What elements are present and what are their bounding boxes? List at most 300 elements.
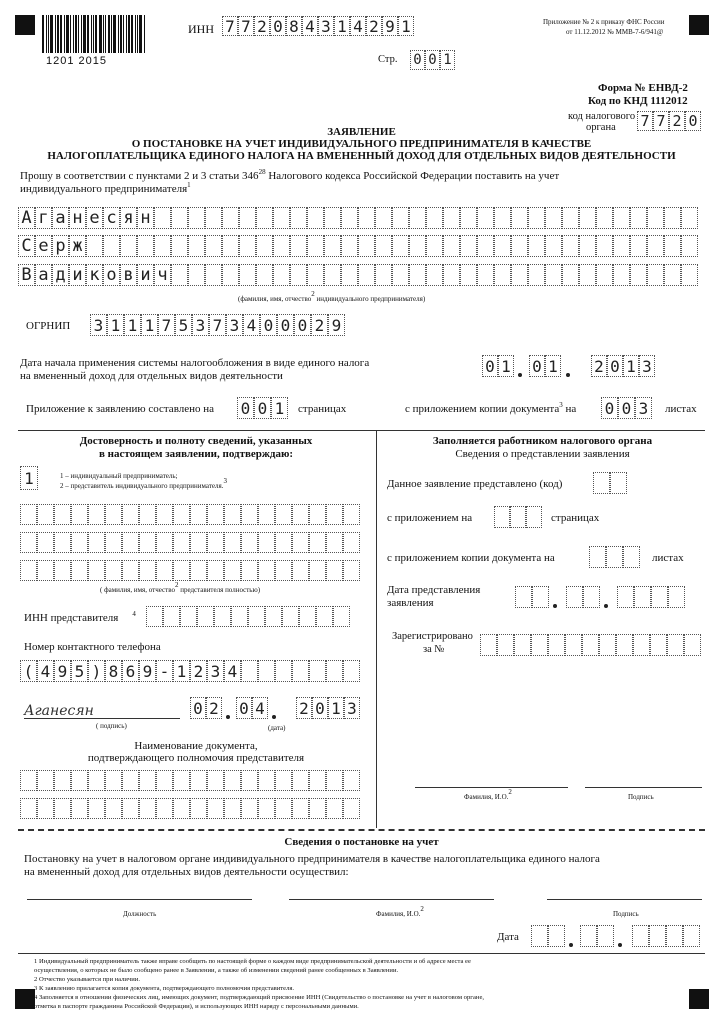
character-cell [20,770,37,791]
character-cell [316,606,333,627]
right-date-month-cells[interactable] [566,586,600,608]
representative-caption-a: ( фамилия, имя, отчество [100,586,175,594]
barcode-bar [99,15,102,53]
patronymic-cells[interactable] [18,264,698,286]
character-cell [103,235,120,257]
character-cell: 7 [158,314,175,336]
character-cell [596,235,613,257]
character-cell [88,560,105,581]
character-cell [241,798,258,819]
attachments-label-e: листах [665,403,697,415]
character-cell: р [52,235,69,257]
character-cell [173,770,190,791]
character-cell [664,235,681,257]
character-cell [599,634,616,656]
barcode-number: 1201 2015 [46,55,107,67]
character-cell: 2 [254,16,270,36]
character-cell [589,546,606,568]
character-cell [528,207,545,229]
character-cell [258,770,275,791]
footnote-line: 3 К заявлению прилагается копия документа, подтверждающего полномочия представителя. [34,985,295,992]
character-cell: В [18,264,35,286]
character-cell: 8 [105,660,122,682]
character-cell [258,560,275,581]
start-date-day-cells[interactable] [482,355,514,377]
right-pages-cells[interactable] [494,506,542,528]
character-cell: 3 [318,16,334,36]
character-cell [613,235,630,257]
person-caption-b: индивидуального предпринимателя) [314,295,426,303]
surname-cells[interactable] [18,207,698,229]
date-separator [618,943,622,947]
sign-date-month-cells[interactable] [236,697,268,719]
character-cell: 0 [618,397,635,419]
doc-heading-2: подтверждающего полномочия представителя [87,752,305,764]
character-cell [180,606,197,627]
character-cell [548,925,565,947]
character-cell: 3 [635,397,652,419]
character-cell [649,925,666,947]
character-cell [583,586,600,608]
barcode-bar [137,15,138,53]
attachments-label-c: с приложением копии документа [405,403,560,415]
character-cell: 1 [623,355,639,377]
character-cell [241,770,258,791]
character-cell: А [18,207,35,229]
character-cell [409,264,426,286]
attachments-copies-cells[interactable] [601,397,652,419]
name-cells[interactable] [18,235,698,257]
right-name-line [415,787,568,788]
barcode-bar [105,15,106,53]
barcode-bar [75,15,77,53]
character-cell [531,925,548,947]
character-cell: к [86,264,103,286]
character-cell: ч [154,264,171,286]
right-date-day-cells[interactable] [515,586,549,608]
attachments-pages-cells[interactable] [237,397,288,419]
inn-representative-sup: 4 [132,610,136,618]
start-date-label-1: Дата начала применения системы налогообложения в виде единого налога [20,357,370,369]
character-cell: 4 [350,16,366,36]
character-cell [205,207,222,229]
character-cell: ( [20,660,37,682]
character-cell [239,207,256,229]
character-cell: и [69,264,86,286]
character-cell: 2 [296,697,312,719]
character-cell [188,235,205,257]
character-cell [565,634,582,656]
character-cell [275,560,292,581]
sign-date-day-cells[interactable] [190,697,222,719]
barcode-bar [87,15,89,53]
page-label: Стр. [378,54,398,65]
character-cell [54,798,71,819]
character-cell [256,235,273,257]
inn-label: ИНН [188,22,214,36]
character-cell [241,660,258,682]
character-cell [231,606,248,627]
character-cell: 4 [302,16,318,36]
character-cell [122,532,139,553]
character-cell [623,546,640,568]
character-cell [375,207,392,229]
character-cell [105,532,122,553]
footnote-divider [18,953,705,954]
character-cell: 2 [190,660,207,682]
right-date-year-cells[interactable] [617,586,685,608]
attachments-copy-label [405,403,576,415]
barcode-bar [50,15,53,53]
character-cell [156,560,173,581]
representative-name-row-1[interactable] [20,504,360,525]
character-cell [579,264,596,286]
registration-date-day-cells[interactable] [531,925,565,947]
character-cell [88,798,105,819]
date-separator [566,373,570,377]
character-cell [326,770,343,791]
barcode-bar [118,15,119,53]
character-cell [54,560,71,581]
person-caption-sup: 2 [311,290,315,298]
character-cell [341,264,358,286]
character-cell: 7 [209,314,226,336]
character-cell [545,264,562,286]
character-cell [156,798,173,819]
signer-option-sup: 3 [223,477,227,485]
start-date-month-cells[interactable] [529,355,561,377]
character-cell [105,504,122,525]
inn-cells[interactable] [222,16,414,36]
character-cell: 4 [37,660,54,682]
knd-code: Код по КНД 1112012 [588,95,688,107]
character-cell: е [35,235,52,257]
character-cell [610,472,627,494]
phone-cells[interactable] [20,660,360,682]
barcode-bar [113,15,116,53]
character-cell [632,925,649,947]
character-cell [409,235,426,257]
request-text-a: Прошу в соответствии с пунктами 2 и 3 статьи 346 [20,170,259,182]
character-cell [630,235,647,257]
right-copies-cells[interactable] [589,546,640,568]
character-cell [156,770,173,791]
character-cell [265,606,282,627]
character-cell [683,925,700,947]
character-cell [358,235,375,257]
request-line-1 [20,170,559,182]
character-cell [207,560,224,581]
character-cell [443,264,460,286]
character-cell [515,586,532,608]
character-cell: ) [88,660,105,682]
barcode-bar [60,15,62,53]
character-cell [343,660,360,682]
representative-name-row-2[interactable] [20,532,360,553]
ogrnip-cells[interactable] [90,314,345,336]
character-cell [37,504,54,525]
character-cell [309,504,326,525]
right-date-label-2: заявления [387,597,434,609]
character-cell: г [35,207,52,229]
character-cell [634,586,651,608]
cut-line [18,829,705,831]
character-cell [650,634,667,656]
character-cell: 2 [669,111,685,131]
tax-authority-label-2: органа [586,122,616,133]
character-cell [531,634,548,656]
character-cell [630,264,647,286]
character-cell: 9 [328,314,345,336]
title-line-2: О ПОСТАНОВКЕ НА УЧЕТ ИНДИВИДУАЛЬНОГО ПРЕДПРИНИМАТЕЛЯ В КАЧЕСТВЕ [131,138,592,150]
character-cell [292,660,309,682]
character-cell [258,504,275,525]
date-separator [518,373,522,377]
character-cell [173,532,190,553]
character-cell [647,207,664,229]
character-cell [617,586,634,608]
character-cell [256,207,273,229]
character-cell: 1 [545,355,561,377]
character-cell [443,235,460,257]
character-cell [580,925,597,947]
character-cell [494,235,511,257]
document-name-row-2[interactable] [20,798,360,819]
date-separator [226,715,230,719]
character-cell [510,506,526,528]
character-cell: 0 [529,355,545,377]
character-cell [667,634,684,656]
position-caption: Должность [123,910,157,918]
registrar-name-caption-sup: 2 [420,905,424,913]
character-cell [156,504,173,525]
character-cell: 6 [122,660,139,682]
start-date-year-cells[interactable] [591,355,655,377]
right-heading-1: Заполняется работником налогового органа [432,435,653,447]
date-separator [569,943,573,947]
character-cell [275,660,292,682]
inn-representative-cells[interactable] [146,606,350,627]
character-cell [122,504,139,525]
inn-representative-label [24,612,136,624]
character-cell: 4 [252,697,268,719]
character-cell [282,606,299,627]
character-cell [273,264,290,286]
signature-caption: ( подпись) [96,722,127,730]
registration-date-month-cells[interactable] [580,925,614,947]
character-cell [275,532,292,553]
character-cell [139,560,156,581]
character-cell [190,798,207,819]
character-cell [409,207,426,229]
character-cell [343,504,360,525]
character-cell [122,560,139,581]
character-cell [477,235,494,257]
right-name-caption-sup: 2 [508,788,512,796]
character-cell: д [52,264,69,286]
character-cell [681,264,698,286]
character-cell [86,235,103,257]
signature: Аганесян [24,703,94,719]
character-cell [545,207,562,229]
character-cell [156,532,173,553]
character-cell [292,504,309,525]
character-cell [307,235,324,257]
registrar-name-caption [376,905,424,918]
character-cell [341,235,358,257]
character-cell [292,532,309,553]
appendix-line-1: Приложение № 2 к приказу ФНС России [543,18,665,26]
barcode-bar [73,15,74,53]
corner-marker-top-left [15,15,35,35]
barcode-bar [42,15,44,53]
person-caption-a: (фамилия, имя, отчество [238,295,312,303]
character-cell [241,532,258,553]
character-cell [326,532,343,553]
barcode-bar [95,15,97,53]
sign-date-caption: (дата) [268,724,286,732]
character-cell [494,264,511,286]
character-cell [205,235,222,257]
with-attachment-label: с приложением на [387,512,473,524]
character-cell [343,770,360,791]
character-cell [171,264,188,286]
character-cell: н [137,207,154,229]
copy-label: с приложением копии документа на [387,552,555,564]
section-divider [18,430,705,431]
character-cell [494,506,510,528]
character-cell: 4 [224,660,241,682]
character-cell [173,504,190,525]
character-cell [358,264,375,286]
character-cell [307,207,324,229]
barcode-bar [135,15,136,53]
character-cell [548,634,565,656]
left-heading-2: в настоящем заявлении, подтверждаю: [98,448,294,460]
footnote-line: осуществления, о которых не было сообщено ранее в Заявлении, а также об изменении сведений ранее сообщенных в Заявлении. [34,967,399,974]
character-cell [190,770,207,791]
character-cell [292,798,309,819]
title-line-3: НАЛОГОПЛАТЕЛЬЩИКА ЕДИНОГО НАЛОГА НА ВМЕНЕННЫЙ ДОХОД ДЛЯ ОТДЕЛЬНЫХ ВИДОВ ДЕЯТЕЛЬНОСТИ [47,150,676,162]
barcode-bar [46,15,47,53]
signer-code-cell[interactable] [20,466,38,490]
character-cell [309,770,326,791]
registrar-sign-caption: Подпись [613,910,639,918]
character-cell [37,532,54,553]
registration-date-year-cells[interactable] [632,925,700,947]
character-cell: о [103,264,120,286]
registration-text-1: Постановку на учет в налоговом органе индивидуального предпринимателя в качестве налогоплательщика единого налога [24,853,600,865]
character-cell [630,207,647,229]
date-separator [553,604,557,608]
character-cell [511,207,528,229]
character-cell [562,207,579,229]
character-cell [207,770,224,791]
footnote-line: 1 Индивидуальный предприниматель также вправе сообщить по настоящей форме о каждом виде предпринимательской деятельности и об адресе места ее [34,958,471,965]
representative-name-row-3[interactable] [20,560,360,581]
character-cell [258,532,275,553]
character-cell [224,798,241,819]
character-cell [681,235,698,257]
character-cell [197,606,214,627]
character-cell: 2 [311,314,328,336]
character-cell [275,504,292,525]
character-cell [222,264,239,286]
signer-option-1: 1 – индивидуальный предприниматель; [60,472,178,480]
character-cell [256,264,273,286]
barcode [42,15,146,53]
barcode-bar [55,15,56,53]
character-cell [341,207,358,229]
appendix-line-2: от 11.12.2012 № ММВ-7-6/941@ [566,28,664,36]
character-cell [460,235,477,257]
character-cell [71,798,88,819]
character-cell: 0 [607,355,623,377]
character-cell [528,264,545,286]
right-date-label-1: Дата представления [387,584,481,596]
character-cell [324,207,341,229]
barcode-bar [57,15,59,53]
right-name-caption [464,788,512,801]
character-cell [154,235,171,257]
document-name-row-1[interactable] [20,770,360,791]
character-cell [597,925,614,947]
sign-date-year-cells[interactable] [296,697,360,719]
date-separator [604,604,608,608]
character-cell: 1 [107,314,124,336]
character-cell [54,770,71,791]
barcode-bar [48,15,49,53]
character-cell: 3 [207,660,224,682]
character-cell [326,504,343,525]
character-cell: 7 [222,16,238,36]
position-line [27,899,252,900]
character-cell [579,207,596,229]
character-cell [664,264,681,286]
character-cell [146,606,163,627]
character-cell [460,207,477,229]
barcode-bar [93,15,94,53]
character-cell [20,560,37,581]
character-cell [324,235,341,257]
submitted-code-cells[interactable] [593,472,627,494]
character-cell: 2 [366,16,382,36]
character-cell [224,504,241,525]
character-cell: ж [69,235,86,257]
page-number-cells[interactable] [410,50,455,70]
character-cell [190,504,207,525]
character-cell [326,660,343,682]
corner-marker-top-right [689,15,709,35]
character-cell [292,560,309,581]
character-cell: 1 [20,466,38,490]
character-cell [343,532,360,553]
character-cell [681,207,698,229]
barcode-bar [70,15,71,53]
character-cell: 1 [271,397,288,419]
character-cell [566,586,583,608]
character-cell [120,235,137,257]
character-cell [579,235,596,257]
registration-number-cells[interactable] [480,634,701,656]
character-cell [582,634,599,656]
character-cell [375,235,392,257]
character-cell [205,264,222,286]
character-cell [613,207,630,229]
barcode-bar [64,15,65,53]
character-cell: 0 [260,314,277,336]
character-cell: 2 [591,355,607,377]
